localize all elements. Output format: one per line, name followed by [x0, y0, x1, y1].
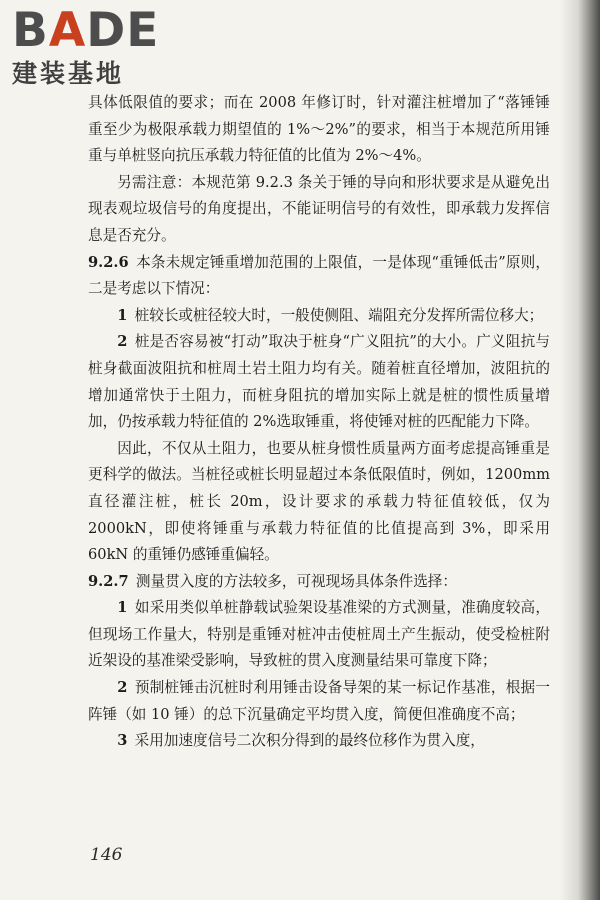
section-number: 9.2.7 — [88, 572, 129, 590]
page-number: 146 — [90, 845, 123, 865]
item-number: 2 — [117, 333, 128, 351]
list-item: 3 采用加速度信号二次积分得到的最终位移作为贯入度， — [117, 732, 485, 750]
list-item: 1 如采用类似单桩静载试验架设基准梁的方式测量，准确度较高，但现场工作量大，特别是重锤对桩冲击使桩周土产生振动，使受检桩附近架设的基准梁受影响，导致桩的贯入度测量结果可靠度下降； — [88, 599, 550, 670]
list-item: 2 预制桩锤击沉桩时利用锤击设备导架的某一标记作基准，根据一阵锤（如 10 锤）的总下沉量确定平均贯入度，简便但准确度不高； — [88, 679, 550, 723]
list-item: 2 桩是否容易被“打动”取决于桩身“广义阻抗”的大小。广义阻抗与桩身截面波阻抗和桩周土岩土阻力均有关。随着桩直径增加，波阻抗的增加通常快于土阻力，而桩身阻抗的增加实际上就是桩的惯性质量增加，仍按承载力特征值的 2%选取锤重，将使锤对桩的匹配能力下降。 — [88, 333, 550, 431]
paragraph: 因此，不仅从土阻力，也要从桩身惯性质量两方面考虑提高锤重是更科学的做法。当桩径或桩长明显超过本条低限值时，例如，1200mm 直径灌注桩，桩长 20m，设计要求的承载力特征值较低，仅为 2000kN，即使将锤重与承载力特征值的比值提高到 3%，即采用 60kN 的重锤仍感锤重偏轻。 — [88, 439, 550, 564]
logo — [12, 3, 182, 92]
page-body — [88, 90, 550, 755]
item-number: 1 — [117, 599, 128, 617]
item-number: 3 — [117, 732, 128, 750]
paragraph: 另需注意：本规范第 9.2.3 条关于锤的导向和形状要求是从避免出现表观垃圾信号的角度提出，不能证明信号的有效性，即承载力发挥信息是否充分。 — [88, 173, 550, 244]
item-number: 2 — [117, 679, 128, 697]
item-number: 1 — [117, 306, 128, 324]
logo-subtitle: 建装基地 — [12, 59, 125, 88]
logo-mark: BADE — [12, 3, 160, 58]
section-paragraph: 9.2.6 本条未规定锤重增加范围的上限值，一是体现“重锤低击”原则，二是考虑以下情况： — [88, 253, 550, 298]
section-number: 9.2.6 — [88, 253, 129, 271]
page-edge-shadow — [560, 0, 600, 900]
section-paragraph: 9.2.7 测量贯入度的方法较多，可视现场具体条件选择： — [88, 572, 457, 590]
list-item: 1 桩较长或桩径较大时，一般使侧阻、端阻充分发挥所需位移大； — [117, 306, 544, 324]
paragraph: 具体低限值的要求；而在 2008 年修订时，针对灌注桩增加了“落锤锤重至少为极限承载力期望值的 1%～2%”的要求，相当于本规范所用锤重与单桩竖向抗压承载力特征值的比值为 2%～4%。 — [88, 94, 550, 165]
